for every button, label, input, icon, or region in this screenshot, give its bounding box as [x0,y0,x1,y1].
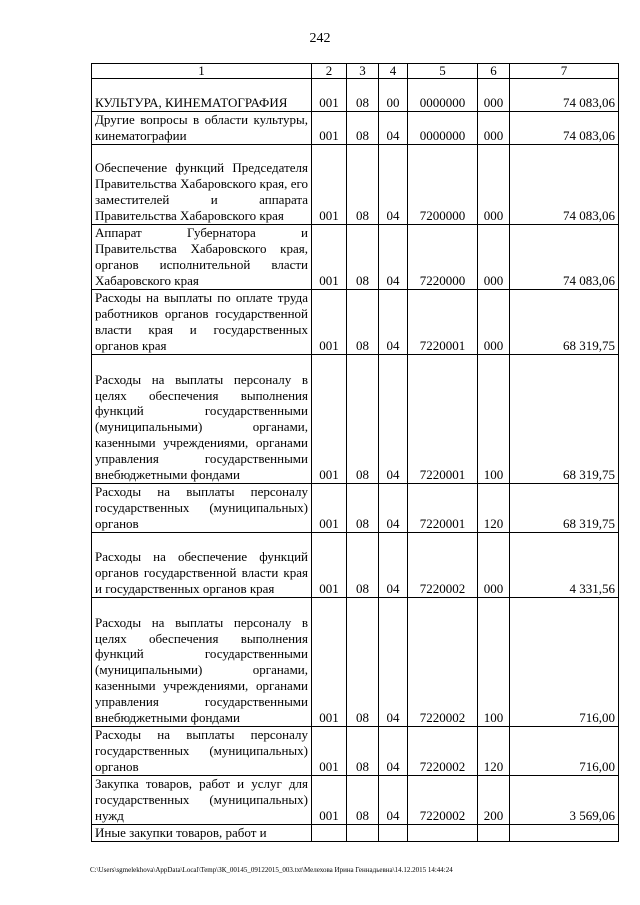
subsection-code: 04 [379,598,408,727]
expense-type-code: 120 [478,727,510,776]
amount: 3 569,06 [510,776,619,825]
expense-type-code [478,825,510,842]
row-name: Аппарат Губернатора и Правительства Хабаровского края, органов исполнительной власти Хабаровского края [92,225,312,290]
amount: 68 319,75 [510,290,619,355]
header-row [92,64,619,79]
row-name: Иные закупки товаров, работ и [92,825,312,842]
section-code: 08 [347,727,379,776]
expense-type-code: 000 [478,79,510,112]
row-personnel-payments-120-b [92,727,619,776]
row-other-culture-issues [92,112,619,145]
amount: 716,00 [510,727,619,776]
row-name: Расходы на выплаты персоналу в целях обеспечения выполнения функций государственными (муниципальными) органами, казенными учреждениями, органами управления государственными внебюджетными фондами [92,598,312,727]
subsection-code: 04 [379,727,408,776]
subsection-code: 04 [379,776,408,825]
subsection-code: 00 [379,79,408,112]
target-code [408,825,478,842]
target-code: 7220001 [408,290,478,355]
amount: 4 331,56 [510,533,619,598]
section-code: 08 [347,484,379,533]
admin-code: 001 [312,533,347,598]
admin-code: 001 [312,290,347,355]
section-code: 08 [347,355,379,484]
target-code: 7200000 [408,145,478,225]
admin-code: 001 [312,145,347,225]
section-code: 08 [347,533,379,598]
section-code: 08 [347,290,379,355]
section-code [347,825,379,842]
column-header: 4 [379,64,408,79]
row-functions-expenses [92,533,619,598]
target-code: 7220001 [408,355,478,484]
row-name: Закупка товаров, работ и услуг для государственных (муниципальных) нужд [92,776,312,825]
row-name: Обеспечение функций Председателя Правительства Хабаровского края, его заместителей и аппарата Правительства Хабаровского края [92,145,312,225]
column-header: 1 [92,64,312,79]
row-name: Расходы на выплаты персоналу государственных (муниципальных) органов [92,727,312,776]
admin-code: 001 [312,776,347,825]
amount: 716,00 [510,598,619,727]
expense-type-code: 120 [478,484,510,533]
expense-type-code: 100 [478,355,510,484]
expense-type-code: 000 [478,225,510,290]
amount: 68 319,75 [510,484,619,533]
section-code: 08 [347,776,379,825]
amount [510,825,619,842]
expense-type-code: 000 [478,145,510,225]
expense-type-code: 100 [478,598,510,727]
target-code: 7220001 [408,484,478,533]
column-header: 2 [312,64,347,79]
row-chairman-functions [92,145,619,225]
expense-type-code: 000 [478,533,510,598]
section-code: 08 [347,79,379,112]
subsection-code: 04 [379,225,408,290]
row-name: Расходы на выплаты персоналу государственных (муниципальных) органов [92,484,312,533]
subsection-code: 04 [379,145,408,225]
subsection-code: 04 [379,355,408,484]
expense-type-code: 000 [478,112,510,145]
target-code: 7220002 [408,776,478,825]
column-header: 3 [347,64,379,79]
subsection-code: 04 [379,290,408,355]
expense-type-code: 000 [478,290,510,355]
target-code: 7220002 [408,533,478,598]
admin-code: 001 [312,79,347,112]
column-header: 6 [478,64,510,79]
subsection-code [379,825,408,842]
amount: 68 319,75 [510,355,619,484]
admin-code: 001 [312,484,347,533]
row-personnel-payments-100 [92,355,619,484]
row-culture-cinematography [92,79,619,112]
row-name: Расходы на выплаты персоналу в целях обеспечения выполнения функций государственными (муниципальными) органами, казенными учреждениями, органами управления государственными внебюджетными фондами [92,355,312,484]
section-code: 08 [347,145,379,225]
row-other-procurement [92,825,619,842]
footer-file-path: C:\Users\sgmelekhova\AppData\Local\Temp\ЗК_00145_09122015_003.txt\Мелехова Ирина Геннадьевна\14.12.2015 14:44:24 [90,866,453,874]
section-code: 08 [347,225,379,290]
expense-type-code: 200 [478,776,510,825]
row-name: Расходы на выплаты по оплате труда работников органов государственной власти края и государственных органов края [92,290,312,355]
row-payroll-expenses [92,290,619,355]
row-personnel-payments-100-b [92,598,619,727]
row-name: КУЛЬТУРА, КИНЕМАТОГРАФИЯ [92,79,312,112]
subsection-code: 04 [379,533,408,598]
admin-code [312,825,347,842]
row-name: Расходы на обеспечение функций органов государственной власти края и государственных органов края [92,533,312,598]
row-personnel-payments-120 [92,484,619,533]
subsection-code: 04 [379,112,408,145]
admin-code: 001 [312,225,347,290]
amount: 74 083,06 [510,112,619,145]
target-code: 7220002 [408,727,478,776]
target-code: 0000000 [408,112,478,145]
column-header: 7 [510,64,619,79]
target-code: 7220000 [408,225,478,290]
subsection-code: 04 [379,484,408,533]
page-number: 242 [309,31,331,46]
target-code: 0000000 [408,79,478,112]
section-code: 08 [347,112,379,145]
admin-code: 001 [312,112,347,145]
target-code: 7220002 [408,598,478,727]
row-governor-apparatus [92,225,619,290]
amount: 74 083,06 [510,145,619,225]
amount: 74 083,06 [510,225,619,290]
budget-table [91,63,619,842]
section-code: 08 [347,598,379,727]
amount: 74 083,06 [510,79,619,112]
admin-code: 001 [312,355,347,484]
admin-code: 001 [312,598,347,727]
column-header: 5 [408,64,478,79]
row-name: Другие вопросы в области культуры, кинематографии [92,112,312,145]
row-procurement-200 [92,776,619,825]
admin-code: 001 [312,727,347,776]
